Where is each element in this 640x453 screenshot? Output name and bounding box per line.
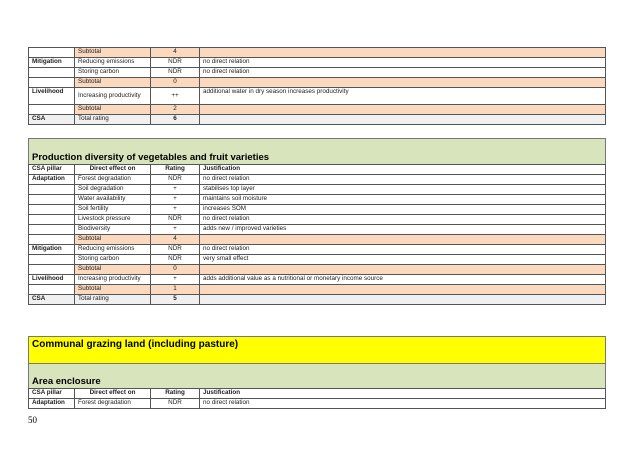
pillar-cell xyxy=(29,255,75,265)
practice-title-band xyxy=(28,138,606,165)
rating-cell: + xyxy=(151,195,200,205)
rating-cell: 4 xyxy=(151,48,200,58)
pillar-cell: CSA xyxy=(29,295,75,305)
rating-cell: NDR xyxy=(151,68,200,78)
table-row xyxy=(29,399,606,409)
rating-cell: Rating xyxy=(151,165,200,175)
table-header-row xyxy=(29,165,606,175)
rating-table-previous xyxy=(28,47,606,125)
effect-cell: Subtotal xyxy=(75,105,151,115)
effect-cell: Subtotal xyxy=(75,48,151,58)
table-row xyxy=(29,215,606,225)
effect-cell: Water availability xyxy=(75,195,151,205)
pillar-cell xyxy=(29,205,75,215)
rating-cell: + xyxy=(151,275,200,285)
rating-cell: 4 xyxy=(151,235,200,245)
table-row xyxy=(29,185,606,195)
justification-cell: no direct relation xyxy=(200,245,606,255)
effect-cell: Biodiversity xyxy=(75,225,151,235)
practice-title-band xyxy=(28,363,606,389)
section-title: Communal grazing land (including pasture) xyxy=(32,339,239,350)
pillar-cell: Mitigation xyxy=(29,58,75,68)
effect-cell: Increasing productivity xyxy=(75,88,151,105)
pillar-cell xyxy=(29,225,75,235)
rating-cell: Rating xyxy=(151,389,200,399)
rating-cell: 1 xyxy=(151,285,200,295)
effect-cell: Subtotal xyxy=(75,78,151,88)
table-row xyxy=(29,58,606,68)
rating-table-vegetables-fruit xyxy=(28,164,606,305)
effect-cell: Subtotal xyxy=(75,235,151,245)
table-row xyxy=(29,245,606,255)
justification-cell xyxy=(200,78,606,88)
effect-cell: Forest degradation xyxy=(75,399,151,409)
rating-table-area-enclosure xyxy=(28,388,606,409)
pillar-cell: Livelihood xyxy=(29,275,75,285)
subtotal-row xyxy=(29,235,606,245)
pillar-cell: Mitigation xyxy=(29,245,75,255)
practice-title: Production diversity of vegetables and fruit varieties xyxy=(32,152,270,163)
effect-cell: Increasing productivity xyxy=(75,275,151,285)
rating-cell: NDR xyxy=(151,215,200,225)
table-row xyxy=(29,68,606,78)
pillar-cell xyxy=(29,185,75,195)
justification-cell xyxy=(200,105,606,115)
justification-cell: no direct relation xyxy=(200,399,606,409)
subtotal-row xyxy=(29,265,606,275)
justification-cell: additional water in dry season increases productivity xyxy=(200,88,606,105)
table-row xyxy=(29,88,606,105)
justification-cell: increases SOM xyxy=(200,205,606,215)
rating-cell: NDR xyxy=(151,175,200,185)
justification-cell: Justification xyxy=(200,389,606,399)
effect-cell: Storing carbon xyxy=(75,68,151,78)
pillar-cell xyxy=(29,265,75,275)
subtotal-row xyxy=(29,105,606,115)
effect-cell: Reducing emissions xyxy=(75,245,151,255)
rating-cell: NDR xyxy=(151,255,200,265)
rating-cell: ++ xyxy=(151,88,200,105)
justification-cell: maintains soil moisture xyxy=(200,195,606,205)
rating-cell: NDR xyxy=(151,245,200,255)
justification-cell: adds new / improved varieties xyxy=(200,225,606,235)
pillar-cell: Livelihood xyxy=(29,88,75,105)
pillar-cell: Adaptation xyxy=(29,399,75,409)
subtotal-row xyxy=(29,48,606,58)
section-title-band xyxy=(28,336,606,364)
effect-cell: Reducing emissions xyxy=(75,58,151,68)
justification-cell: adds additional value as a nutritional or monetary income source xyxy=(200,275,606,285)
rating-cell: 2 xyxy=(151,105,200,115)
rating-cell: NDR xyxy=(151,399,200,409)
subtotal-row xyxy=(29,78,606,88)
total-row xyxy=(29,115,606,125)
pillar-cell xyxy=(29,68,75,78)
pillar-cell xyxy=(29,285,75,295)
page-number: 50 xyxy=(28,415,37,425)
effect-cell: Forest degradation xyxy=(75,175,151,185)
rating-cell: 0 xyxy=(151,78,200,88)
table-row xyxy=(29,175,606,185)
justification-cell xyxy=(200,295,606,305)
justification-cell xyxy=(200,285,606,295)
rating-cell: NDR xyxy=(151,58,200,68)
justification-cell xyxy=(200,235,606,245)
justification-cell xyxy=(200,115,606,125)
justification-cell: Justification xyxy=(200,165,606,175)
pillar-cell xyxy=(29,105,75,115)
effect-cell: Soil degradation xyxy=(75,185,151,195)
rating-cell: + xyxy=(151,225,200,235)
justification-cell: no direct relation xyxy=(200,58,606,68)
rating-cell: + xyxy=(151,185,200,195)
effect-cell: Storing carbon xyxy=(75,255,151,265)
total-row xyxy=(29,295,606,305)
effect-cell: Subtotal xyxy=(75,265,151,275)
effect-cell: Total rating xyxy=(75,295,151,305)
effect-cell: Subtotal xyxy=(75,285,151,295)
pillar-cell: CSA xyxy=(29,115,75,125)
table-row xyxy=(29,195,606,205)
table-row xyxy=(29,205,606,215)
justification-cell: no direct relation xyxy=(200,68,606,78)
pillar-cell xyxy=(29,48,75,58)
rating-cell: 0 xyxy=(151,265,200,275)
effect-cell: Livestock pressure xyxy=(75,215,151,225)
effect-cell: Total rating xyxy=(75,115,151,125)
pillar-cell: CSA pillar xyxy=(29,165,75,175)
rating-cell: 5 xyxy=(151,295,200,305)
justification-cell: no direct relation xyxy=(200,175,606,185)
practice-title: Area enclosure xyxy=(32,376,101,387)
justification-cell: very small effect xyxy=(200,255,606,265)
effect-cell: Direct effect on xyxy=(75,165,151,175)
effect-cell: Direct effect on xyxy=(75,389,151,399)
justification-cell xyxy=(200,48,606,58)
subtotal-row xyxy=(29,285,606,295)
pillar-cell xyxy=(29,215,75,225)
table-row xyxy=(29,255,606,265)
table-row xyxy=(29,275,606,285)
justification-cell: stabilises top layer xyxy=(200,185,606,195)
pillar-cell xyxy=(29,195,75,205)
pillar-cell: Adaptation xyxy=(29,175,75,185)
justification-cell: no direct relation xyxy=(200,215,606,225)
pillar-cell xyxy=(29,235,75,245)
table-row xyxy=(29,225,606,235)
justification-cell xyxy=(200,265,606,275)
effect-cell: Soil fertility xyxy=(75,205,151,215)
pillar-cell: CSA pillar xyxy=(29,389,75,399)
table-header-row xyxy=(29,389,606,399)
rating-cell: + xyxy=(151,205,200,215)
pillar-cell xyxy=(29,78,75,88)
rating-cell: 6 xyxy=(151,115,200,125)
